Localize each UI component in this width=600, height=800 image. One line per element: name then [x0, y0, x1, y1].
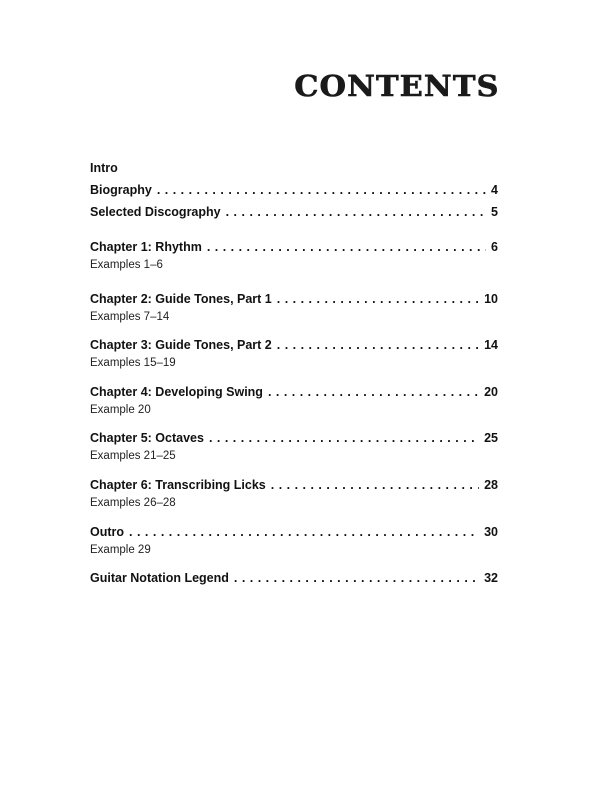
toc-entry-chapter-2	[90, 291, 498, 325]
dot-leader	[129, 524, 479, 540]
toc-entry-examples: Examples 21–25	[90, 450, 176, 462]
dot-leader	[271, 477, 479, 493]
toc-entry-label: Chapter 5: Octaves	[90, 431, 204, 445]
toc-page-number: 5	[491, 205, 498, 219]
dot-leader	[268, 384, 479, 400]
toc-entry-label: Biography	[90, 183, 152, 197]
toc-entry-examples: Example 20	[90, 404, 151, 416]
toc-entry-label: Chapter 3: Guide Tones, Part 2	[90, 338, 272, 352]
dot-leader	[277, 291, 479, 307]
toc-entry-examples: Examples 26–28	[90, 497, 176, 509]
dot-leader	[209, 430, 479, 446]
dot-leader	[234, 570, 479, 586]
toc-page-number: 25	[484, 431, 498, 445]
toc-entry-intro	[90, 160, 498, 176]
toc-entry-biography	[90, 182, 498, 198]
toc-entry-label: Selected Discography	[90, 205, 221, 219]
toc-entry-discography	[90, 204, 498, 220]
toc-entry-label: Guitar Notation Legend	[90, 571, 229, 585]
toc-entry-examples: Examples 1–6	[90, 259, 163, 271]
toc-page-number: 30	[484, 525, 498, 539]
toc-entry-label: Intro	[90, 161, 118, 175]
toc-page-number: 6	[491, 240, 498, 254]
toc-entry-chapter-6	[90, 477, 498, 511]
toc-entry-examples: Examples 7–14	[90, 311, 170, 323]
toc-entry-chapter-3	[90, 337, 498, 371]
toc-page-number: 20	[484, 385, 498, 399]
toc-entry-label: Chapter 6: Transcribing Licks	[90, 478, 266, 492]
toc-entry-examples: Examples 15–19	[90, 357, 176, 369]
toc-page-number: 14	[484, 338, 498, 352]
toc-page-number: 28	[484, 478, 498, 492]
toc-entry-label: Outro	[90, 525, 125, 539]
dot-leader	[226, 204, 486, 220]
dot-leader	[207, 239, 486, 255]
toc-page-number: 4	[491, 183, 498, 197]
toc-entry-label: Chapter 1: Rhythm	[90, 240, 202, 254]
toc-entry-outro	[90, 524, 498, 558]
toc-page-number: 10	[484, 292, 498, 306]
page-title: CONTENTS	[294, 69, 500, 103]
toc-entry-label: Chapter 2: Guide Tones, Part 1	[90, 292, 272, 306]
toc-page-number: 32	[484, 571, 498, 585]
toc-entry-notation-legend	[90, 570, 498, 586]
dot-leader	[277, 337, 479, 353]
dot-leader	[157, 182, 486, 198]
toc-entry-chapter-4	[90, 384, 498, 418]
toc-entry-examples: Example 29	[90, 544, 151, 556]
toc-entry-label: Chapter 4: Developing Swing	[90, 385, 263, 399]
toc-entry-chapter-1	[90, 239, 498, 273]
toc-entry-chapter-5	[90, 430, 498, 464]
